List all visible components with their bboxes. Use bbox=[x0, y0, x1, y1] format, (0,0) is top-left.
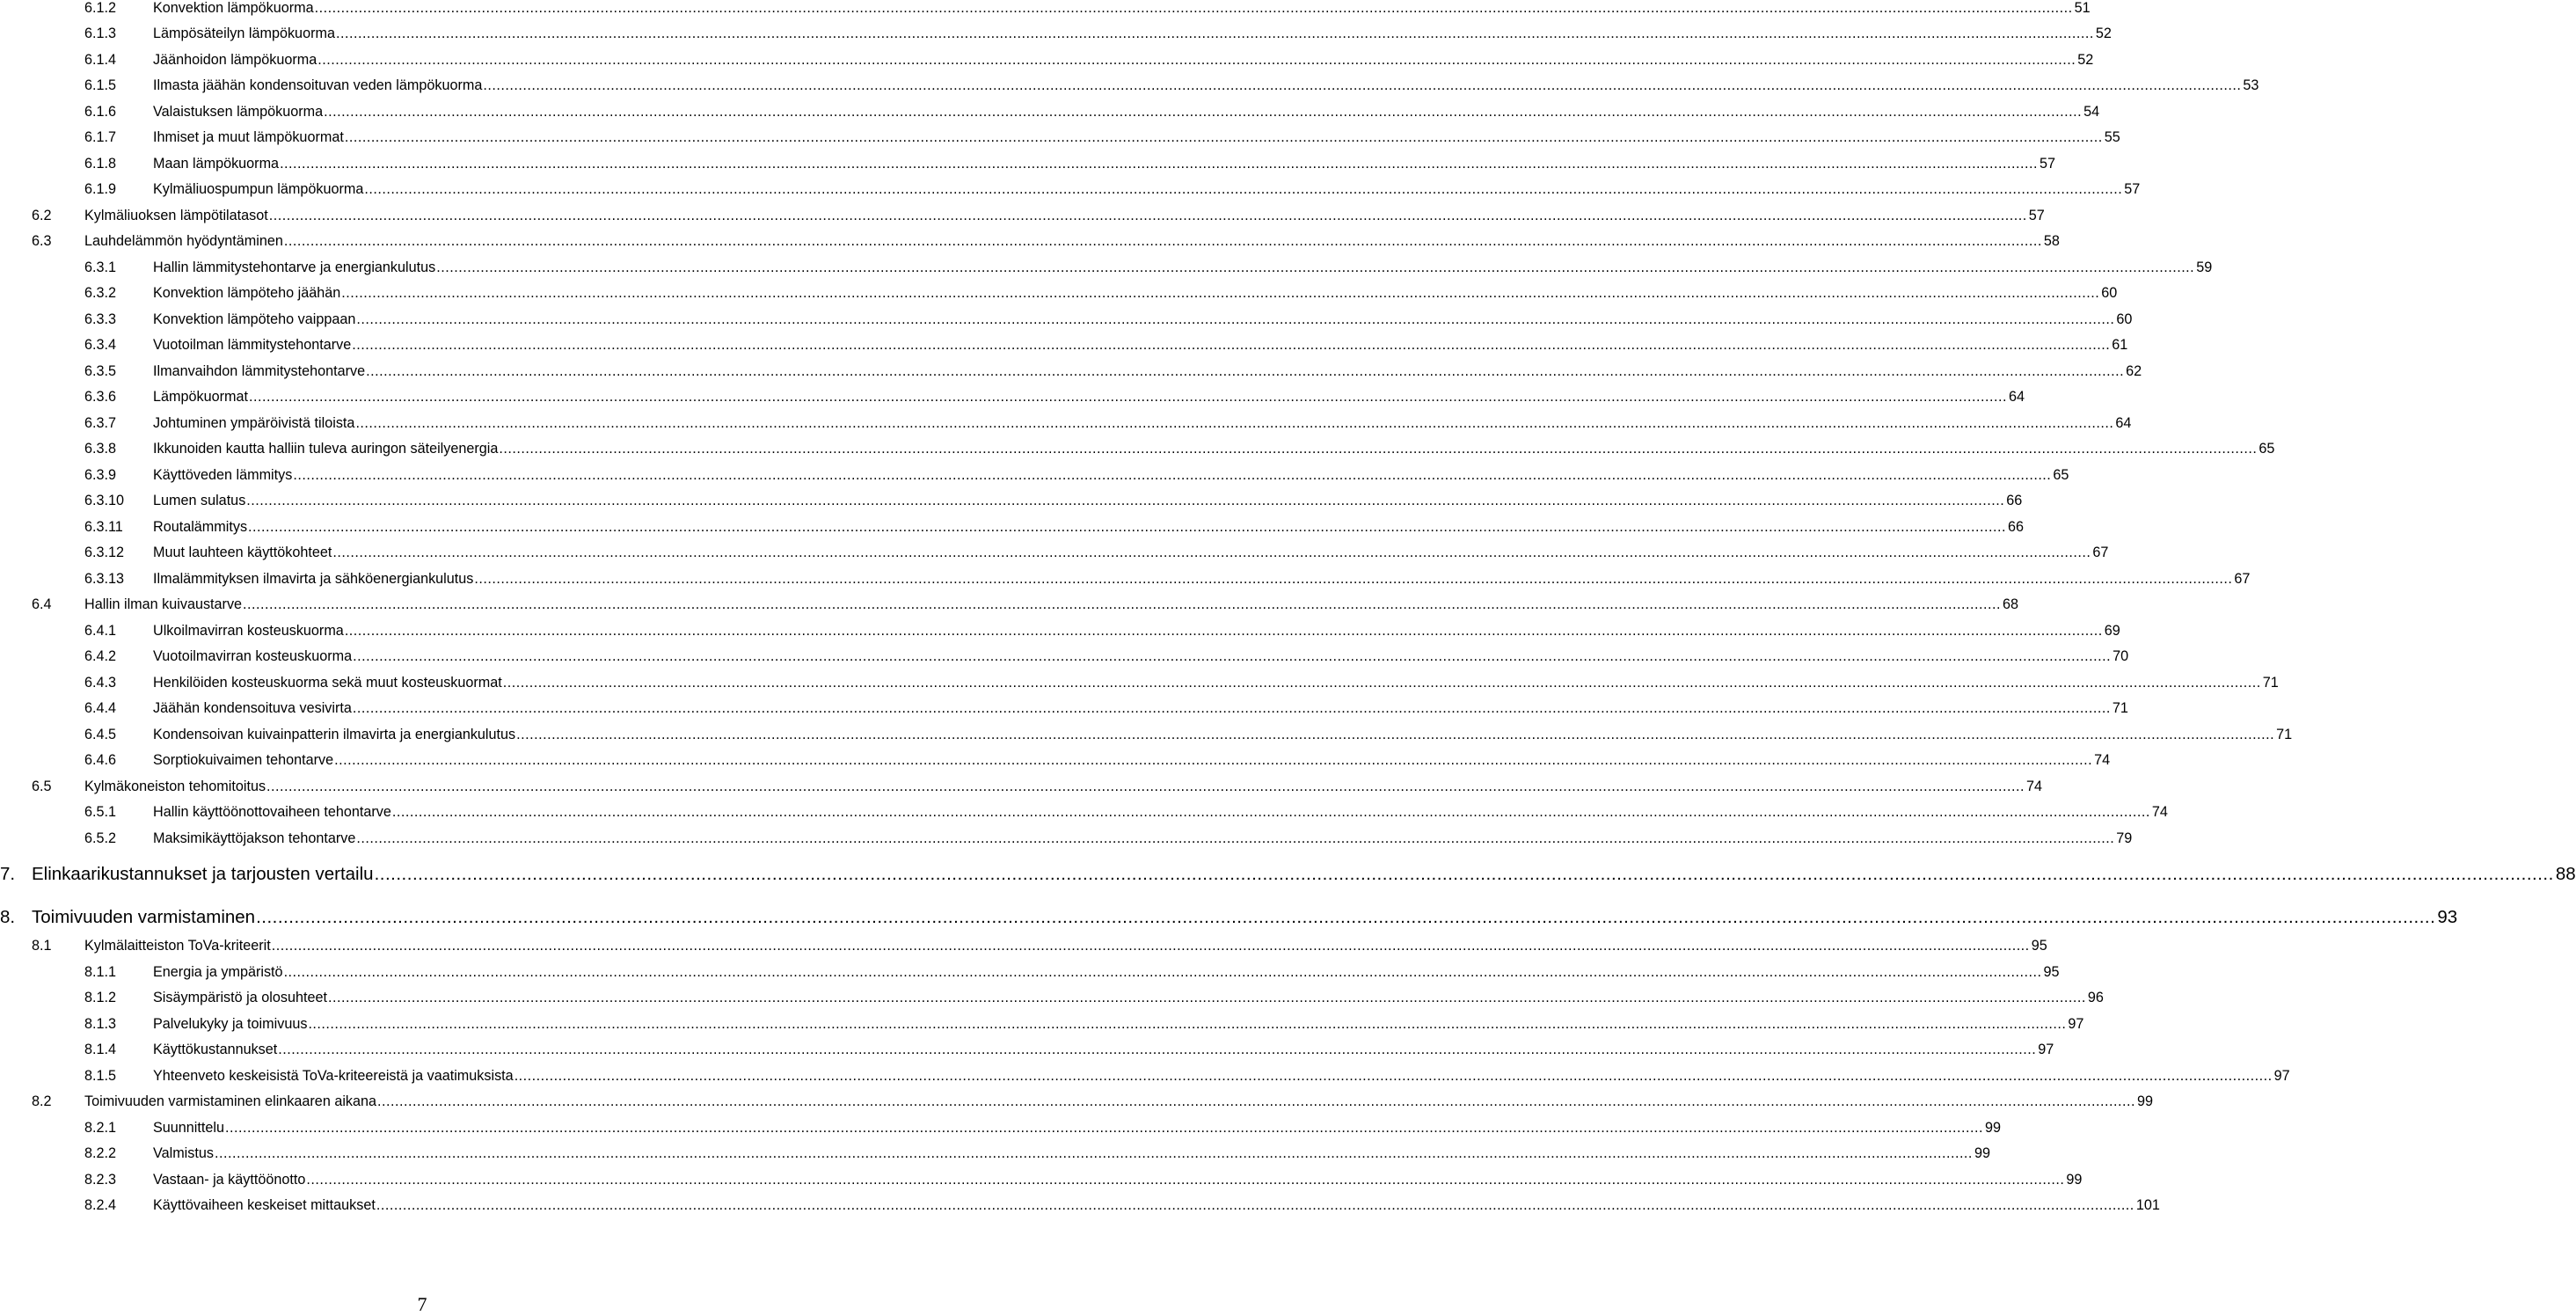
toc-entry[interactable] bbox=[0, 441, 2275, 457]
toc-entry-title: Jäänhoidon lämpökuorma bbox=[153, 52, 317, 68]
dot-leader: ................................................................................................................................................................................................................................................................................................................................................................................................................ bbox=[314, 0, 2073, 16]
toc-entry[interactable] bbox=[0, 830, 2133, 847]
toc-entry-title: Kondensoivan kuivainpatterin ilmavirta ja energiankulutus bbox=[153, 727, 516, 742]
toc-entry[interactable] bbox=[0, 938, 2047, 954]
dot-leader: ................................................................................................................................................................................................................................................................................................................................................................................................................ bbox=[356, 311, 2115, 327]
toc-entry-number: 6.1.7 bbox=[84, 129, 117, 145]
toc-entry-number: 6.4 bbox=[32, 596, 52, 612]
toc-entry-page: 67 bbox=[2092, 545, 2109, 560]
toc-entry-number: 6.3.8 bbox=[84, 441, 117, 457]
toc-entry[interactable] bbox=[0, 208, 2045, 224]
toc-entry-page: 64 bbox=[2115, 415, 2132, 431]
toc-entry-number: 6.3.4 bbox=[84, 337, 117, 353]
toc-entry-title: Hallin ilman kuivaustarve bbox=[84, 596, 243, 612]
toc-entry-number: 6.3.5 bbox=[84, 363, 117, 379]
dot-leader: ................................................................................................................................................................................................................................................................................................................................................................................................................ bbox=[436, 260, 2195, 275]
toc-entry-title: Ilmanvaihdon lämmitystehontarve bbox=[153, 363, 366, 379]
toc-entry[interactable] bbox=[0, 156, 2056, 172]
toc-entry-page: 71 bbox=[2276, 727, 2293, 742]
toc-entry-title: Henkilöiden kosteuskuorma sekä muut kosteuskuormat bbox=[153, 675, 502, 691]
toc-entry-title: Jäähän kondensoituva vesivirta bbox=[153, 700, 352, 716]
toc-entry-title: Ihmiset ja muut lämpökuormat bbox=[153, 129, 344, 145]
toc-entry-number: 6.5.2 bbox=[84, 830, 117, 846]
toc-entry[interactable] bbox=[0, 727, 2293, 743]
toc-entry-page: 53 bbox=[2243, 77, 2259, 93]
dot-leader: ................................................................................................................................................................................................................................................................................................................................................................................................................ bbox=[377, 1093, 2135, 1109]
toc-entry-number: 6.4.6 bbox=[84, 752, 117, 768]
toc-entry-title: Kylmälaitteiston ToVa-kriteerit bbox=[84, 938, 271, 954]
toc-entry-page: 57 bbox=[2124, 181, 2141, 197]
toc-entry-number: 6.1.9 bbox=[84, 181, 117, 197]
toc-entry-number: 6.3.9 bbox=[84, 467, 117, 483]
toc-entry-page: 79 bbox=[2116, 830, 2133, 846]
toc-entry-page: 58 bbox=[2043, 233, 2060, 249]
toc-entry-page: 52 bbox=[2095, 26, 2112, 41]
toc-entry-page: 71 bbox=[2262, 675, 2279, 691]
dot-leader: ................................................................................................................................................................................................................................................................................................................................................................................................................ bbox=[391, 804, 2150, 820]
dot-leader: ................................................................................................................................................................................................................................................................................................................................................................................................................ bbox=[341, 285, 2100, 301]
toc-entry-title: Energia ja ympäristö bbox=[153, 964, 283, 980]
toc-entry-title: Käyttövaiheen keskeiset mittaukset bbox=[153, 1197, 376, 1213]
dot-leader: ................................................................................................................................................................................................................................................................................................................................................................................................................ bbox=[248, 519, 2007, 535]
toc-entry-title: Ikkunoiden kautta halliin tuleva auringon säteilyenergia bbox=[153, 441, 499, 457]
toc-entry-page: 99 bbox=[2137, 1093, 2154, 1109]
toc-entry[interactable] bbox=[0, 467, 2069, 484]
toc-entry-title: Valmistus bbox=[153, 1145, 214, 1161]
toc-entry-page: 97 bbox=[2038, 1042, 2054, 1057]
toc-entry-title: Muut lauhteen käyttökohteet bbox=[153, 545, 332, 560]
dot-leader: ................................................................................................................................................................................................................................................................................................................................................................................................................ bbox=[248, 389, 2007, 405]
dot-leader: ................................................................................................................................................................................................................................................................................................................................................................................................................ bbox=[516, 727, 2275, 742]
toc-entry-page: 60 bbox=[2116, 311, 2133, 327]
toc-entry-page: 66 bbox=[2008, 519, 2025, 535]
toc-entry[interactable] bbox=[0, 1068, 2290, 1085]
toc-entry[interactable] bbox=[0, 779, 2043, 795]
dot-leader: ................................................................................................................................................................................................................................................................................................................................................................................................................ bbox=[324, 104, 2083, 120]
toc-entry-page: 59 bbox=[2196, 260, 2213, 275]
toc-entry[interactable] bbox=[0, 337, 2128, 354]
toc-entry-title: Lauhdelämmön hyödyntäminen bbox=[84, 233, 283, 249]
toc-entry-page: 95 bbox=[2043, 964, 2060, 980]
toc-entry-page: 96 bbox=[2087, 990, 2104, 1005]
toc-entry-title: Suunnittelu bbox=[153, 1120, 225, 1136]
toc-entry[interactable] bbox=[0, 700, 2128, 717]
dot-leader: ................................................................................................................................................................................................................................................................................................................................................................................................................ bbox=[327, 990, 2086, 1005]
toc-entry[interactable] bbox=[0, 1093, 2154, 1110]
toc-entry[interactable] bbox=[0, 52, 2094, 69]
toc-entry[interactable] bbox=[0, 571, 2251, 588]
toc-entry-title: Vuotoilman lämmitystehontarve bbox=[153, 337, 352, 353]
toc-entry[interactable] bbox=[0, 77, 2259, 94]
toc-entry-number: 6.1.6 bbox=[84, 104, 117, 120]
dot-leader: ................................................................................................................................................................................................................................................................................................................................................................................................................ bbox=[502, 675, 2261, 691]
toc-entry[interactable] bbox=[0, 181, 2141, 198]
toc-entry-title: Käyttöveden lämmitys bbox=[153, 467, 293, 483]
dot-leader: ................................................................................................................................................................................................................................................................................................................................................................................................................ bbox=[214, 1145, 1973, 1161]
dot-leader: ................................................................................................................................................................................................................................................................................................................................................................................................................ bbox=[355, 415, 2114, 431]
toc-entry-page: 101 bbox=[2135, 1197, 2160, 1213]
toc-entry-number: 6.1.2 bbox=[84, 0, 117, 16]
page-number: 7 bbox=[417, 1293, 427, 1315]
toc-entry-number: 6.1.4 bbox=[84, 52, 117, 68]
toc-entry[interactable] bbox=[0, 596, 2019, 613]
toc-entry[interactable] bbox=[0, 623, 2120, 640]
dot-leader: ................................................................................................................................................................................................................................................................................................................................................................................................................ bbox=[278, 1042, 2037, 1057]
toc-entry[interactable] bbox=[0, 1042, 2054, 1058]
toc-entry-number: 8.2.2 bbox=[84, 1145, 117, 1161]
toc-entry-page: 99 bbox=[1984, 1120, 2001, 1136]
dot-leader: ................................................................................................................................................................................................................................................................................................................................................................................................................ bbox=[243, 596, 2002, 612]
toc-entry-number: 6.3.12 bbox=[84, 545, 125, 560]
toc-entry-number: 6.4.5 bbox=[84, 727, 117, 742]
dot-leader: ................................................................................................................................................................................................................................................................................................................................................................................................................ bbox=[335, 26, 2094, 41]
toc-entry[interactable] bbox=[0, 964, 2060, 981]
dot-leader: ................................................................................................................................................................................................................................................................................................................................................................................................................ bbox=[283, 233, 2042, 249]
toc-entry[interactable] bbox=[0, 907, 2458, 928]
toc-entry-number: 6.1.5 bbox=[84, 77, 117, 93]
toc-entry[interactable] bbox=[0, 1120, 2001, 1137]
toc-entry-title: Sisäympäristö ja olosuhteet bbox=[153, 990, 327, 1005]
dot-leader: ................................................................................................................................................................................................................................................................................................................................................................................................................ bbox=[353, 648, 2112, 664]
dot-leader: ................................................................................................................................................................................................................................................................................................................................................................................................................ bbox=[306, 1172, 2065, 1188]
dot-leader: ................................................................................................................................................................................................................................................................................................................................................................................................................ bbox=[366, 363, 2125, 379]
toc-entry-page: 97 bbox=[2068, 1016, 2084, 1032]
toc-entry[interactable] bbox=[0, 804, 2168, 821]
toc-entry[interactable] bbox=[0, 493, 2023, 509]
toc-entry-number: 6.3 bbox=[32, 233, 52, 249]
toc-entry-title: Konvektion lämpöteho jäähän bbox=[153, 285, 341, 301]
toc-entry-page: 57 bbox=[2040, 156, 2056, 172]
toc-entry-page: 71 bbox=[2112, 700, 2128, 716]
toc-entry-number: 6.3.13 bbox=[84, 571, 125, 587]
toc-entry-title: Lämpösäteilyn lämpökuorma bbox=[153, 26, 335, 41]
toc-entry-number: 6.4.1 bbox=[84, 623, 117, 639]
dot-leader: ................................................................................................................................................................................................................................................................................................................................................................................................................ bbox=[374, 864, 2554, 884]
toc-entry-page: 70 bbox=[2113, 648, 2129, 664]
toc-entry-page: 64 bbox=[2008, 389, 2025, 405]
toc-entry-page: 74 bbox=[2094, 752, 2111, 768]
toc-entry-page: 60 bbox=[2101, 285, 2118, 301]
toc-entry-title: Hallin käyttöönottovaiheen tehontarve bbox=[153, 804, 391, 820]
toc-entry-title: Palvelukyky ja toimivuus bbox=[153, 1016, 308, 1032]
toc-entry-title: Vastaan- ja käyttöönotto bbox=[153, 1172, 306, 1188]
toc-entry-title: Kylmäliuospumpun lämpökuorma bbox=[153, 181, 364, 197]
toc-entry[interactable] bbox=[0, 864, 2576, 885]
toc-entry-number: 6.4.4 bbox=[84, 700, 117, 716]
toc-entry-number: 6.3.3 bbox=[84, 311, 117, 327]
dot-leader: ................................................................................................................................................................................................................................................................................................................................................................................................................ bbox=[364, 181, 2123, 197]
toc-entry-title: Vuotoilmavirran kosteuskuorma bbox=[153, 648, 353, 664]
toc-entry-title: Käyttökustannukset bbox=[153, 1042, 278, 1057]
toc-entry-title: Toimivuuden varmistaminen bbox=[32, 907, 256, 927]
toc-entry-page: 93 bbox=[2437, 907, 2458, 927]
toc-entry[interactable] bbox=[0, 1172, 2083, 1188]
toc-entry-title: Maksimikäyttöjakson tehontarve bbox=[153, 830, 356, 846]
toc-entry-page: 55 bbox=[2104, 129, 2120, 145]
dot-leader: ................................................................................................................................................................................................................................................................................................................................................................................................................ bbox=[514, 1068, 2273, 1084]
toc-entry-title: Hallin lämmitystehontarve ja energiankulutus bbox=[153, 260, 436, 275]
toc-entry-title: Yhteenveto keskeisistä ToVa-kriteereistä ja vaatimuksista bbox=[153, 1068, 514, 1084]
toc-entry-number: 7. bbox=[0, 864, 16, 884]
toc-entry-number: 8.2.1 bbox=[84, 1120, 117, 1136]
toc-entry-number: 8.2.3 bbox=[84, 1172, 117, 1188]
toc-entry[interactable] bbox=[0, 311, 2133, 328]
toc-entry-number: 6.1.3 bbox=[84, 26, 117, 41]
toc-entry-page: 67 bbox=[2234, 571, 2251, 587]
dot-leader: ................................................................................................................................................................................................................................................................................................................................................................................................................ bbox=[280, 156, 2039, 172]
toc-entry-title: Elinkaarikustannukset ja tarjousten vertailu bbox=[32, 864, 374, 884]
toc-entry-title: Lumen sulatus bbox=[153, 493, 246, 508]
toc-entry-page: 65 bbox=[2259, 441, 2275, 457]
toc-entry[interactable] bbox=[0, 285, 2118, 302]
toc-entry-page: 99 bbox=[2066, 1172, 2083, 1188]
toc-entry-page: 74 bbox=[2026, 779, 2043, 794]
toc-entry-number: 8.1.1 bbox=[84, 964, 117, 980]
dot-leader: ................................................................................................................................................................................................................................................................................................................................................................................................................ bbox=[352, 337, 2111, 353]
toc-entry[interactable] bbox=[0, 752, 2111, 769]
dot-leader: ................................................................................................................................................................................................................................................................................................................................................................................................................ bbox=[474, 571, 2233, 587]
toc-entry-number: 8.2 bbox=[32, 1093, 52, 1109]
dot-leader: ................................................................................................................................................................................................................................................................................................................................................................................................................ bbox=[356, 830, 2115, 846]
dot-leader: ................................................................................................................................................................................................................................................................................................................................................................................................................ bbox=[334, 752, 2093, 768]
toc-entry-title: Konvektion lämpöteho vaippaan bbox=[153, 311, 356, 327]
toc-entry[interactable] bbox=[0, 648, 2129, 665]
toc-entry-page: 69 bbox=[2104, 623, 2120, 639]
toc-entry[interactable] bbox=[0, 545, 2109, 561]
toc-entry-title: Maan lämpökuorma bbox=[153, 156, 280, 172]
toc-entry-title: Ulkoilmavirran kosteuskuorma bbox=[153, 623, 344, 639]
toc-entry[interactable] bbox=[0, 519, 2025, 536]
toc-entry-title: Sorptiokuivaimen tehontarve bbox=[153, 752, 334, 768]
toc-entry-page: 95 bbox=[2031, 938, 2047, 954]
dot-leader: ................................................................................................................................................................................................................................................................................................................................................................................................................ bbox=[268, 208, 2027, 223]
toc-entry-page: 97 bbox=[2273, 1068, 2290, 1084]
toc-entry-number: 8.1.2 bbox=[84, 990, 117, 1005]
toc-entry-page: 68 bbox=[2003, 596, 2019, 612]
toc-entry-title: Ilmalämmityksen ilmavirta ja sähköenergiankulutus bbox=[153, 571, 474, 587]
dot-leader: ................................................................................................................................................................................................................................................................................................................................................................................................................ bbox=[332, 545, 2091, 560]
toc-entry-number: 6.1.8 bbox=[84, 156, 117, 172]
toc-entry-number: 6.5 bbox=[32, 779, 52, 794]
toc-entry[interactable] bbox=[0, 1197, 2160, 1214]
toc-entry-page: 74 bbox=[2151, 804, 2168, 820]
toc-entry-page: 66 bbox=[2006, 493, 2023, 508]
toc-entry-page: 52 bbox=[2077, 52, 2094, 68]
dot-leader: ................................................................................................................................................................................................................................................................................................................................................................................................................ bbox=[352, 700, 2111, 716]
toc-entry-number: 6.3.1 bbox=[84, 260, 117, 275]
dot-leader: ................................................................................................................................................................................................................................................................................................................................................................................................................ bbox=[283, 964, 2042, 980]
toc-entry-page: 51 bbox=[2074, 0, 2091, 16]
toc-entry-number: 6.2 bbox=[32, 208, 52, 223]
toc-entry-number: 6.4.3 bbox=[84, 675, 117, 691]
toc-entry-title: Toimivuuden varmistaminen elinkaaren aikana bbox=[84, 1093, 377, 1109]
toc-entry-number: 6.3.7 bbox=[84, 415, 117, 431]
toc-entry[interactable] bbox=[0, 233, 2060, 250]
toc-entry-page: 65 bbox=[2053, 467, 2069, 483]
toc-entry-title: Kylmäkoneiston tehomitoitus bbox=[84, 779, 266, 794]
toc-entry-page: 57 bbox=[2028, 208, 2045, 223]
dot-leader: ................................................................................................................................................................................................................................................................................................................................................................................................................ bbox=[317, 52, 2076, 68]
toc-entry-page: 62 bbox=[2126, 363, 2142, 379]
toc-entry[interactable] bbox=[0, 26, 2112, 42]
toc-entry-number: 6.3.6 bbox=[84, 389, 117, 405]
toc-entry-title: Konvektion lämpökuorma bbox=[153, 0, 314, 16]
toc-entry[interactable] bbox=[0, 990, 2104, 1006]
toc-entry[interactable] bbox=[0, 363, 2142, 380]
toc-entry-number: 6.3.11 bbox=[84, 519, 123, 535]
toc-entry-title: Routalämmitys bbox=[153, 519, 248, 535]
dot-leader: ................................................................................................................................................................................................................................................................................................................................................................................................................ bbox=[266, 779, 2025, 794]
dot-leader: ................................................................................................................................................................................................................................................................................................................................................................................................................ bbox=[271, 938, 2030, 954]
toc-entry[interactable] bbox=[0, 389, 2025, 406]
toc-entry-title: Ilmasta jäähän kondensoituvan veden lämpökuorma bbox=[153, 77, 483, 93]
toc-entry[interactable] bbox=[0, 0, 2091, 17]
toc-entry[interactable] bbox=[0, 415, 2132, 432]
toc-entry-title: Valaistuksen lämpökuorma bbox=[153, 104, 324, 120]
dot-leader: ................................................................................................................................................................................................................................................................................................................................................................................................................ bbox=[308, 1016, 2067, 1032]
toc-entry-number: 8.1 bbox=[32, 938, 52, 954]
toc-entry-number: 6.3.10 bbox=[84, 493, 125, 508]
toc-entry-number: 6.5.1 bbox=[84, 804, 117, 820]
toc-entry-number: 6.4.2 bbox=[84, 648, 117, 664]
toc-entry-number: 8.2.4 bbox=[84, 1197, 117, 1213]
toc-entry-page: 61 bbox=[2112, 337, 2128, 353]
dot-leader: ................................................................................................................................................................................................................................................................................................................................................................................................................ bbox=[344, 129, 2103, 145]
toc-entry-page: 54 bbox=[2083, 104, 2100, 120]
toc-entry-page: 99 bbox=[1974, 1145, 1990, 1161]
dot-leader: ................................................................................................................................................................................................................................................................................................................................................................................................................ bbox=[483, 77, 2242, 93]
toc-entry-title: Johtuminen ympäröivistä tiloista bbox=[153, 415, 355, 431]
toc-entry-number: 8. bbox=[0, 907, 16, 927]
dot-leader: ................................................................................................................................................................................................................................................................................................................................................................................................................ bbox=[344, 623, 2103, 639]
dot-leader: ................................................................................................................................................................................................................................................................................................................................................................................................................ bbox=[225, 1120, 1983, 1136]
toc-entry[interactable] bbox=[0, 675, 2279, 691]
dot-leader: ................................................................................................................................................................................................................................................................................................................................................................................................................ bbox=[256, 907, 2436, 927]
dot-leader: ................................................................................................................................................................................................................................................................................................................................................................................................................ bbox=[376, 1197, 2135, 1213]
toc-entry-number: 6.3.2 bbox=[84, 285, 117, 301]
toc-entry-number: 8.1.5 bbox=[84, 1068, 117, 1084]
toc-entry-number: 8.1.3 bbox=[84, 1016, 117, 1032]
toc-entry[interactable] bbox=[0, 260, 2213, 276]
dot-leader: ................................................................................................................................................................................................................................................................................................................................................................................................................ bbox=[246, 493, 2005, 508]
toc-entry[interactable] bbox=[0, 129, 2120, 146]
toc-entry[interactable] bbox=[0, 104, 2100, 121]
dot-leader: ................................................................................................................................................................................................................................................................................................................................................................................................................ bbox=[499, 441, 2258, 457]
toc-entry-page: 88 bbox=[2555, 864, 2576, 884]
toc-entry[interactable] bbox=[0, 1016, 2084, 1033]
toc-entry-title: Kylmäliuoksen lämpötilatasot bbox=[84, 208, 268, 223]
toc-entry-number: 8.1.4 bbox=[84, 1042, 117, 1057]
dot-leader: ................................................................................................................................................................................................................................................................................................................................................................................................................ bbox=[293, 467, 2052, 483]
toc-entry[interactable] bbox=[0, 1145, 1990, 1162]
toc-entry-title: Lämpökuormat bbox=[153, 389, 248, 405]
